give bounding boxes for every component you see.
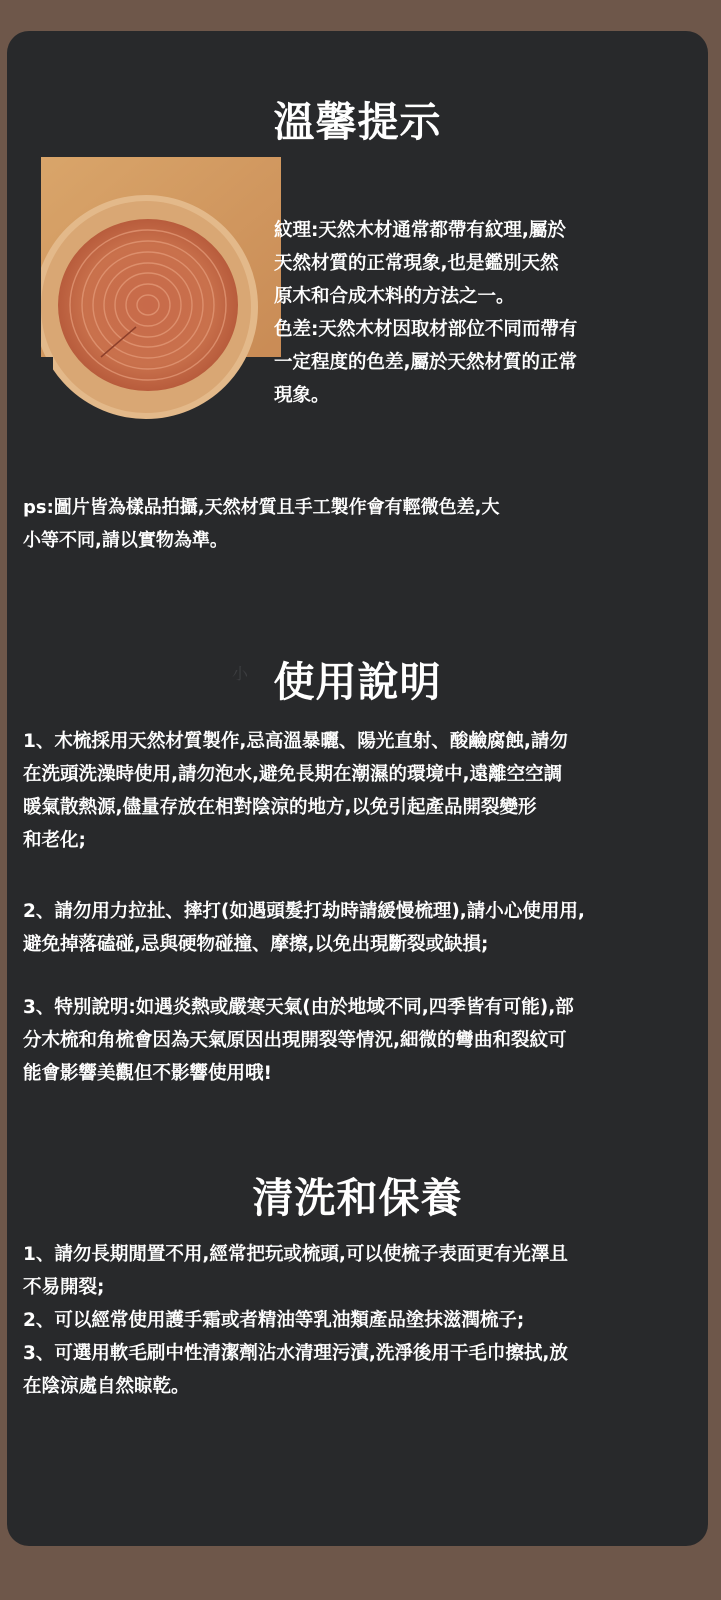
- ps-line: ps:圖片皆為樣品拍攝,天然材質且手工製作會有輕微色差,大: [23, 497, 500, 518]
- usage-item-1: [23, 725, 568, 857]
- usage-line: 1、木梳採用天然材質製作,忌高溫暴曬、陽光直射、酸鹼腐蝕,請勿: [23, 731, 568, 752]
- tips-line: 紋理:天然木材通常都帶有紋理,屬於: [274, 220, 566, 241]
- tips-line: 原木和合成木料的方法之一。: [274, 286, 515, 307]
- ps-note: [23, 491, 499, 557]
- usage-line: 暖氣散熱源,儘量存放在相對陰涼的地方,以免引起產品開裂變形: [23, 797, 537, 818]
- care-title: 清洗和保養: [252, 1174, 463, 1222]
- ps-line: 小等不同,請以實物為準。: [23, 530, 228, 551]
- usage-line: 和老化;: [23, 830, 86, 851]
- tips-title: 溫馨提示: [273, 98, 442, 146]
- tips-line: 一定程度的色差,屬於天然材質的正常: [274, 352, 578, 373]
- usage-line: 能會影響美觀但不影響使用哦!: [23, 1063, 272, 1084]
- watermark: 小: [232, 664, 249, 683]
- care-text: [23, 1238, 568, 1403]
- care-line: 3、可選用軟毛刷中性清潔劑沾水清理污漬,洗淨後用干毛巾擦拭,放: [23, 1343, 568, 1364]
- tips-text: [274, 214, 577, 412]
- usage-line: 分木梳和角梳會因為天氣原因出現開裂等情況,細微的彎曲和裂紋可: [23, 1030, 567, 1051]
- tips-line: 色差:天然木材因取材部位不同而帶有: [274, 319, 578, 340]
- wood-cross-section-image: [41, 157, 281, 422]
- usage-line: 在洗頭洗澡時使用,請勿泡水,避免長期在潮濕的環境中,遠離空空調: [23, 764, 563, 785]
- care-line: 在陰涼處自然晾乾。: [23, 1376, 190, 1397]
- usage-item-3: [23, 991, 574, 1090]
- content-card: [7, 31, 708, 1546]
- usage-line: 3、特別說明:如遇炎熱或嚴寒天氣(由於地域不同,四季皆有可能),部: [23, 997, 574, 1018]
- usage-item-2: [23, 895, 585, 961]
- care-line: 2、可以經常使用護手霜或者精油等乳油類產品塗抹滋潤梳子;: [23, 1310, 525, 1331]
- usage-line: 避免掉落磕碰,忌與硬物碰撞、摩擦,以免出現斷裂或缺損;: [23, 934, 489, 955]
- tips-line: 天然材質的正常現象,也是鑑別天然: [274, 253, 559, 274]
- tips-line: 現象。: [274, 385, 330, 406]
- care-line: 不易開裂;: [23, 1277, 105, 1298]
- usage-line: 2、請勿用力拉扯、摔打(如遇頭髮打劫時請緩慢梳理),請小心使用用,: [23, 901, 585, 922]
- care-line: 1、請勿長期閒置不用,經常把玩或梳頭,可以使梳子表面更有光澤且: [23, 1244, 568, 1265]
- usage-title: 使用說明: [273, 658, 442, 706]
